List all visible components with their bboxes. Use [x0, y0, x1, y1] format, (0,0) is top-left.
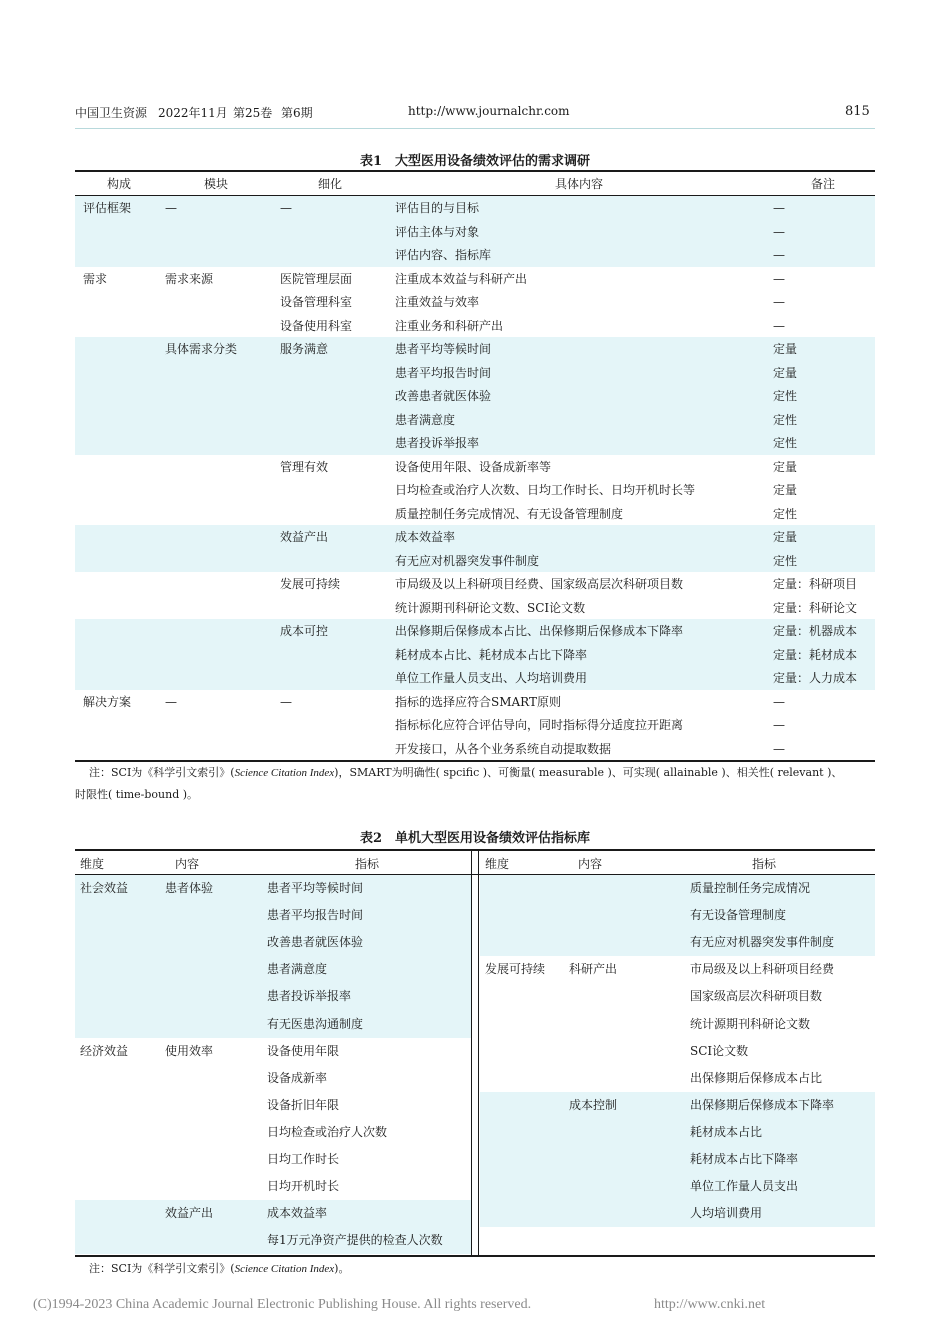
table2-left-header-cell: 维度 — [80, 857, 105, 871]
table1-cell: 需求来源 — [165, 271, 214, 286]
table1-cell: 改善患者就医体验 — [395, 389, 492, 403]
table2-left-cell: 经济效益 — [80, 1043, 129, 1058]
table1-cell: — — [773, 741, 785, 756]
table2-right-cell: 有无设备管理制度 — [690, 908, 787, 923]
table2-right-cell: 人均培训费用 — [690, 1206, 763, 1221]
table1-note-italic: Science Citation Index — [234, 767, 335, 779]
table1-header-cell: 备注 — [811, 177, 836, 191]
table1-cell: — — [280, 694, 292, 709]
table1-cell: 定量：人力成本 — [773, 671, 858, 685]
table1-top-rule — [75, 170, 875, 172]
table1-note — [89, 762, 842, 784]
table1-head-rule — [75, 195, 875, 196]
table1-cell: 定性 — [773, 412, 798, 427]
table1-cell: 定量：科研项目 — [773, 577, 858, 591]
table1-cell: 注重效益与效率 — [395, 295, 480, 309]
table2-right-shaded-band — [480, 1092, 875, 1228]
table2-right-cell: 国家级高层次科研项目数 — [690, 989, 823, 1004]
table1-cell: — — [165, 201, 177, 215]
table1-cell: 市局级及以上科研项目经费、国家级高层次科研项目数 — [395, 577, 684, 591]
table2-left-shaded-band — [75, 875, 471, 1038]
table1-cell: 单位工作量人员支出、人均培训费用 — [395, 671, 588, 685]
table1-header-cell: 构成 — [107, 177, 132, 191]
table2-left-header-cell: 指标 — [355, 857, 380, 871]
table1-cell: 需求 — [83, 271, 108, 286]
table2-top-rule — [75, 849, 875, 851]
table2-left-cell: 成本效益率 — [267, 1206, 328, 1221]
table1-cell: 指标的选择应符合SMART原则 — [395, 694, 562, 709]
table1-cell: 服务满意 — [280, 342, 329, 356]
table2-note-prefix: 注：SCI为《科学引文索引》( — [89, 1262, 235, 1275]
volume-number: 第25卷 — [233, 106, 273, 120]
table1-cell: 定量：耗材成本 — [773, 647, 858, 662]
table2-right-cell: 科研产出 — [569, 962, 618, 977]
table2-bottom-rule — [75, 1255, 875, 1257]
table2-right-cell: 出保修期后保修成本下降率 — [690, 1097, 835, 1112]
table2-divider-left — [471, 850, 472, 1255]
table1-cell: 有无应对机器突发事件制度 — [395, 553, 540, 568]
table1-cell: — — [773, 718, 785, 732]
table2-right-header-cell: 内容 — [578, 857, 603, 871]
table1-cell: 定量 — [773, 365, 798, 380]
table1-cell: 设备使用科室 — [280, 318, 353, 333]
table2-note — [89, 1258, 349, 1280]
table2-right-cell: 成本控制 — [569, 1097, 618, 1112]
table1-cell: 定量 — [773, 483, 798, 497]
table1-cell: — — [773, 318, 785, 333]
table1-cell: — — [165, 694, 177, 709]
table1-header-cell: 细化 — [318, 177, 343, 191]
table2-left-cell: 效益产出 — [165, 1206, 214, 1221]
issue-date: 2022年11月 — [158, 106, 228, 120]
table2-right-cell: 出保修期后保修成本占比 — [690, 1070, 823, 1085]
table2-note-italic: Science Citation Index — [234, 1263, 335, 1275]
table1-cell: 指标标化应符合评估导向，同时指标得分适度拉开距离 — [395, 718, 684, 732]
table1-cell: 注重业务和科研产出 — [395, 318, 504, 333]
table1-cell: 开发接口，从各个业务系统自动提取数据 — [395, 741, 612, 756]
table1-cell: 患者平均报告时间 — [395, 365, 492, 380]
table1-cell: 医院管理层面 — [280, 271, 353, 286]
table2-left-cell: 日均检查或治疗人次数 — [267, 1124, 388, 1139]
table1-cell: 评估主体与对象 — [395, 224, 480, 239]
table1-cell: 定性 — [773, 506, 798, 521]
table1-cell: 出保修期后保修成本占比、出保修期后保修成本下降率 — [395, 624, 684, 638]
table2-left-cell: 设备折旧年限 — [267, 1097, 340, 1112]
table1-cell: 评估框架 — [83, 201, 132, 215]
table1-header-cell: 具体内容 — [555, 177, 604, 191]
table1-cell: 定量：机器成本 — [773, 624, 858, 638]
table1-cell: 耗材成本占比、耗材成本占比下降率 — [395, 647, 588, 662]
table1-cell: 定量 — [773, 342, 798, 356]
table2-right-cell: 市局级及以上科研项目经费 — [690, 962, 835, 977]
issue-number: 第6期 — [281, 106, 313, 120]
table2-left-cell: 患者平均报告时间 — [267, 908, 364, 923]
table1-note-prefix: 注：SCI为《科学引文索引》( — [89, 766, 235, 779]
table1-cell: — — [773, 248, 785, 262]
table2-right-cell: 发展可持续 — [485, 962, 546, 977]
table1-note-rest: )，SMART为明确性( spcific )、可衡量( measurable )、可实现( allainable )、相关性( relevant )、 — [334, 766, 843, 779]
table2-left-cell: 有无医患沟通制度 — [267, 1016, 364, 1031]
table2-left-cell: 每1万元净资产提供的检查人次数 — [267, 1233, 443, 1248]
table1-cell: 定性 — [773, 553, 798, 568]
table1-cell: 效益产出 — [280, 530, 329, 544]
table2-caption: 表2 单机大型医用设备绩效评估指标库 — [359, 831, 591, 846]
table2-right-cell: 质量控制任务完成情况 — [690, 881, 811, 895]
header-rule — [75, 128, 875, 129]
table1-cell: — — [773, 271, 785, 286]
table2-head-rule — [75, 874, 875, 875]
table1-note-line2: 时限性( time-bound )。 — [75, 788, 199, 801]
table2-left-cell: 患者满意度 — [267, 962, 328, 977]
table1-cell: 患者投诉举报率 — [395, 436, 480, 450]
table1-cell: 设备使用年限、设备成新率等 — [395, 459, 552, 474]
table1-cell: 患者满意度 — [395, 412, 456, 427]
table1-cell: — — [773, 694, 785, 709]
table1-cell: 日均检查或治疗人次数、日均工作时长、日均开机时长等 — [395, 483, 696, 497]
table2-left-cell: 使用效率 — [165, 1043, 214, 1058]
journal-url[interactable]: http://www.journalchr.com — [408, 104, 570, 118]
table2-left-cell: 患者体验 — [165, 881, 214, 895]
table2-right-header-cell: 维度 — [485, 857, 510, 871]
table2-right-cell: SCI论文数 — [690, 1043, 749, 1058]
table2-right-header-cell: 指标 — [752, 857, 777, 871]
table2-left-cell: 患者投诉举报率 — [267, 989, 352, 1004]
table2-right-cell: 单位工作量人员支出 — [690, 1179, 799, 1194]
table1-cell: 发展可持续 — [280, 577, 341, 591]
table1-header-cell: 模块 — [204, 177, 229, 191]
table1-cell: 具体需求分类 — [165, 342, 238, 356]
table1-cell: 患者平均等候时间 — [395, 342, 492, 356]
table2-left-header-cell: 内容 — [175, 857, 200, 871]
table1-cell: 评估内容、指标库 — [395, 248, 492, 262]
table1-cell: — — [773, 224, 785, 239]
table1-cell: 质量控制任务完成情况、有无设备管理制度 — [395, 506, 624, 521]
table2-left-cell: 社会效益 — [80, 881, 129, 895]
table1-cell: 评估目的与目标 — [395, 201, 480, 215]
table2-left-cell: 设备使用年限 — [267, 1043, 340, 1058]
table1-cell: 定性 — [773, 389, 798, 403]
page-number: 815 — [845, 104, 870, 119]
journal-name: 中国卫生资源 — [75, 106, 148, 120]
table2-right-cell: 耗材成本占比 — [690, 1124, 763, 1139]
table2-left-cell: 患者平均等候时间 — [267, 881, 364, 895]
table1-cell: — — [773, 201, 785, 215]
table1-cell: 定量 — [773, 459, 798, 474]
table2-left-cell: 日均工作时长 — [267, 1152, 340, 1166]
copyright-footer: (C)1994-2023 China Academic Journal Electronic Publishing House. All rights reserved. — [33, 1297, 532, 1312]
table1-cell: 定量 — [773, 530, 798, 544]
table1-cell: 注重成本效益与科研产出 — [395, 271, 528, 286]
table2-right-cell: 统计源期刊科研论文数 — [690, 1016, 811, 1031]
table2-divider-right — [478, 850, 479, 1255]
table1-caption: 表1 大型医用设备绩效评估的需求调研 — [359, 154, 591, 169]
table1-cell: 统计源期刊科研论文数、SCI论文数 — [395, 600, 586, 615]
table2-right-cell: 有无应对机器突发事件制度 — [690, 935, 835, 950]
table1-cell: 成本可控 — [280, 624, 329, 638]
table2-left-cell: 日均开机时长 — [267, 1179, 340, 1194]
table1-cell: 成本效益率 — [395, 530, 456, 544]
cnki-url[interactable]: http://www.cnki.net — [654, 1297, 766, 1312]
table1-cell: 定量：科研论文 — [773, 600, 858, 615]
table1-cell: 设备管理科室 — [280, 295, 353, 309]
table2-left-cell: 设备成新率 — [267, 1070, 328, 1085]
table2-right-cell: 耗材成本占比下降率 — [690, 1152, 799, 1166]
table1-cell: 管理有效 — [280, 459, 329, 474]
table1-cell: — — [773, 295, 785, 309]
table1-cell: 解决方案 — [83, 694, 132, 709]
table1-cell: 定性 — [773, 436, 798, 450]
table2-left-cell: 改善患者就医体验 — [267, 935, 364, 950]
table1-cell: — — [280, 201, 292, 215]
table2-note-rest: )。 — [334, 1262, 350, 1275]
